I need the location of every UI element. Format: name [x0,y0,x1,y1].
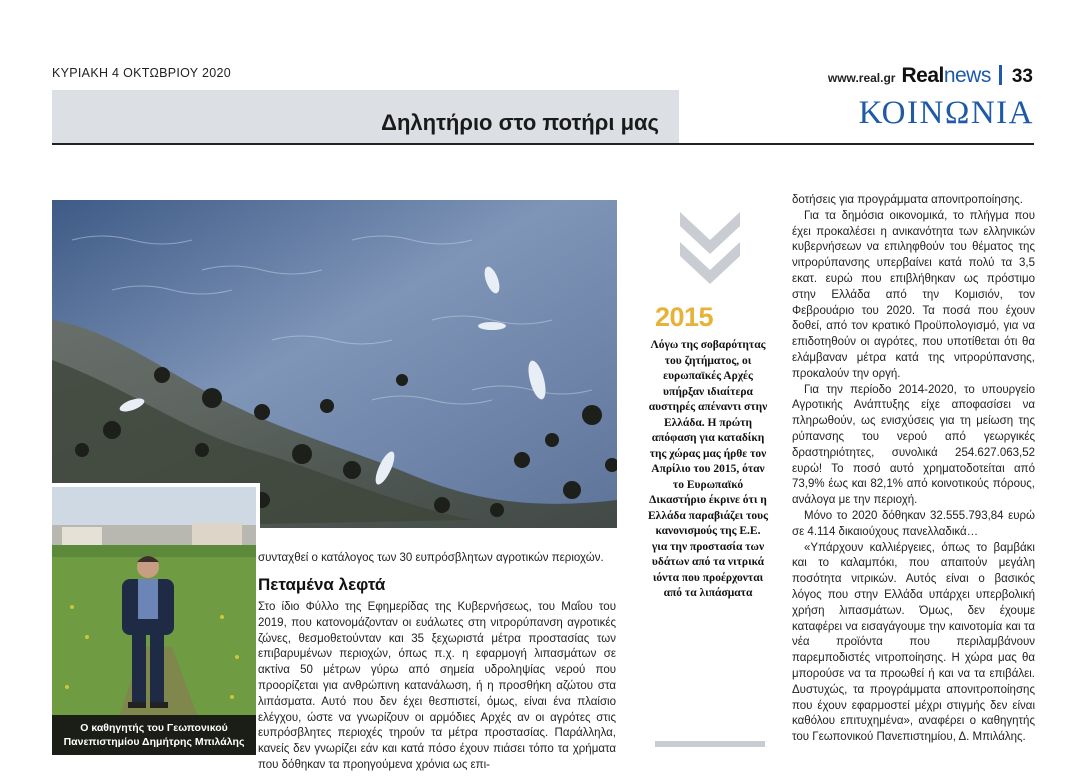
subheading: Πεταμένα λεφτά [258,575,386,594]
page-number: 33 [1011,66,1033,87]
issue-date: ΚΥΡΙΑΚΗ 4 ΟΚΤΩΒΡΙΟΥ 2020 [52,66,231,80]
right-paragraph: Για την περίοδο 2014-2020, το υπουργείο Αγροτικής Ανάπτυξης είχε αποφασίσει να πληρωθούν, ως ενισχύσεις για τη μείωση της ρύπανσης του νερού από γεωργικές δραστηριότητες, συνολικά 254.627.063,52 ευρώ! Το ποσό αυτό χρηματοδοτείται από 73,9% έως και 82,1% από κοινοτικούς πόρους, ανάλογα με την περιοχή. [792,383,1035,507]
double-chevron-graphic [680,212,740,302]
sidebar-quote: Λόγω της σοβαρότητας του ζητήματος, οι ευρωπαϊκές Αρχές υπήρξαν ιδιαίτερα αυστηρές απέναντι στην Ελλάδα. Η πρώτη απόφαση για καταδίκη της χώρας μας ήρθε τον Απρίλιο του 2015, όταν το Ευρωπαϊκό Δικαστήριο έκρινε ότι η Ελλάδα παραβιάζει τους κανονισμούς της Ε.Ε. για την προστασία των υδάτων από τα νιτρικά ιόντα που προέρχονται από τα λιπάσματα [648,339,768,599]
section-header [52,90,1034,145]
article-headline: Δηλητήριο στο ποτήρι μας [381,110,659,135]
masthead-divider [999,65,1002,85]
left-column-body: Στο ίδιο Φύλλο της Εφημερίδας της Κυβερνήσεως, του Μαΐου του 2019, που κατονομάζονταν οι ευάλωτες στη νιτρορύπανση αγροτικές ζώνες, θεσμοθετούνταν και 35 ξεχωριστά μέτρα προστασίας των επιβαρυμένων περιοχών, όπως π.χ. η εφαρμογή λιπασμάτων σε ακτίνα 50 μέτρων γύρω από σημεία υδροληψίας νερού που προορίζεται για ανθρώπινη κατανάλωση, ή η προσθήκη αζώτου στα λιπάσματα. Αυτό που δεν έχει θεσπιστεί, όμως, είναι ένα πλαίσιο ελέγχου, ώστε να γνωρίζουν οι αρμόδιες Αρχές αν οι αγρότες στις ευπρόσβλητες περιοχές τηρούν τα μέτρα προστασίας. Παράλληλα, κανείς δεν γνωρίζει εάν και κατά πόσο έχουν πιάσει τόπο τα χρήματα που δόθηκαν τα προηγούμενα χρόνια ως επι- [258,601,616,771]
sidebar-rule [655,741,765,747]
brand-real: Real [901,64,944,87]
chevron-down-icon [680,212,740,302]
brand-news: news [943,64,991,87]
right-paragraph: «Υπάρχουν καλλιέργειες, όπως το βαμβάκι και το καλαμπόκι, που απαιτούν μεγάλη ποσότητα νιτρικών. Αυτός είναι ο βασικός λόγος που στην Ελλάδα υπάρχει υπερβολική χρήση λιπασμάτων. Όμως, δεν έχουμε καταφέρει να εισαγάγουμε την καινοτομία και τα νέα προϊόντα που περιλαμβάνουν παρεμποδιστές νιτροποίησης. Η χώρα μας θα μπορούσε να τα προωθεί ή και να τα επιβάλει. Δυστυχώς, τα προγράμματα απονιτροποίησης που έχουν εφαρμοστεί μέχρι στιγμής δεν είναι καθόλου επιτυχημένα», αναφέρει ο καθηγητής του Γεωπονικού Πανεπιστημίου, Δ. Μπιλάλης. [792,541,1035,744]
right-paragraph: δοτήσεις για προγράμματα απονιτροποίησης. [792,194,1023,206]
sidebar-year: 2015 [655,302,714,332]
inset-photo [52,483,260,755]
headline-box [52,90,682,143]
main-photo [52,200,617,528]
brand-logo [901,64,990,88]
right-column [792,193,1035,746]
site-url[interactable]: www.real.gr [827,71,896,85]
polluted-water-image [52,200,617,528]
masthead-right [828,62,1033,88]
section-title: ΚΟΙΝΩΝΙΑ [858,95,1034,131]
left-column-continuation: συνταχθεί ο κατάλογος των 30 ευπρόσβλητων αγροτικών περιοχών. [258,552,604,564]
photo-caption: Ο καθηγητής του Γεωπονικού Πανεπιστημίου Δημήτρης Μπιλάλης [52,715,256,755]
right-paragraph: Για τα δημόσια οικονομικά, το πλήγμα που έχει προκαλέσει η ανικανότητα των ελληνικών κυβερνήσεων να επιληφθούν του θέματος της νιτρορύπανσης υπερβαίνει κατά πολύ τα 3,5 εκατ. ευρώ που επιβλήθηκαν ως πρόστιμο στην Ελλάδα από την Κομισιόν, τον Φεβρουάριο του 2020. Τα ποσά που έχουν δοθεί, από τον κρατικό Προϋπολογισμό, για να επιδοτηθούν οι αγρότες, που υποτίθεται ότι θα ελάμβαναν μέτρα κατά της νιτρορύπανσης, προκαλούν την οργή. [792,209,1035,380]
right-paragraph: Μόνο το 2020 δόθηκαν 32.555.793,84 ευρώ σε 4.114 δικαιούχους πανελλαδικά… [792,509,1035,538]
